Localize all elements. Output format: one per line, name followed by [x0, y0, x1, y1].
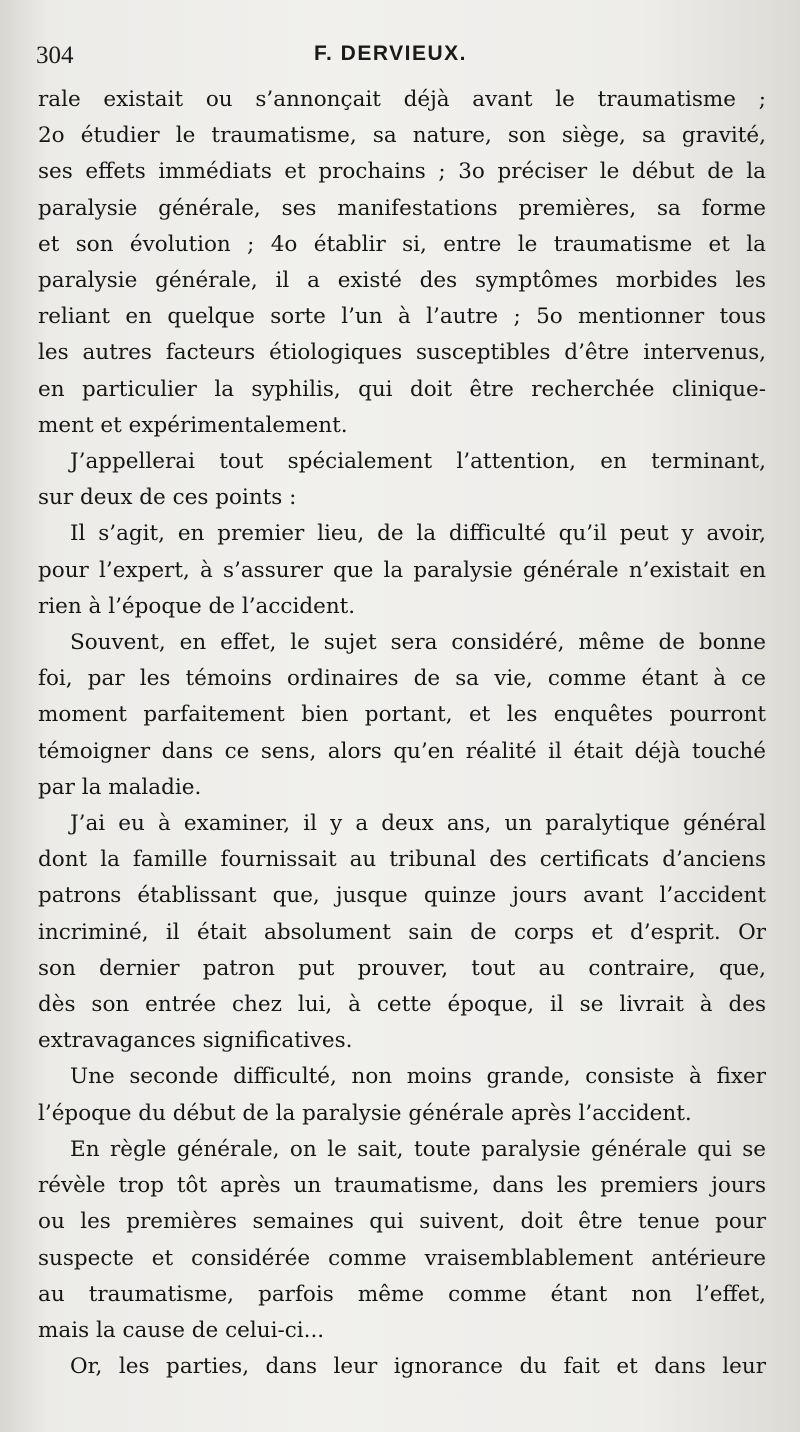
paragraph [38, 444, 766, 516]
text-line: paralysie générale, ses manifestations premières, sa forme [38, 195, 766, 221]
text-line: sur deux de ces points : [38, 485, 297, 511]
text-line: au traumatisme, parfois même comme étant non l’effet, [38, 1281, 766, 1307]
text-line: et son évolution ; 4o établir si, entre le traumatisme et la [38, 231, 766, 257]
text-line: 2o étudier le traumatisme, sa nature, son siège, sa gravité, [38, 123, 766, 149]
paragraph [38, 82, 766, 444]
text-line: suspecte et considérée comme vraisemblablement antérieure [38, 1245, 766, 1271]
text-line: dont la famille fournissait au tribunal des certificats d’anciens [38, 847, 766, 873]
text-line: J’ai eu à examiner, il y a deux ans, un paralytique général [70, 811, 766, 837]
page-number: 304 [36, 42, 74, 69]
text-line: patrons établissant que, jusque quinze jours avant l’accident [38, 883, 766, 909]
text-line: les autres facteurs étiologiques susceptibles d’être intervenus, [38, 340, 766, 366]
text-line: son dernier patron put prouver, tout au contraire, que, [38, 955, 766, 981]
paragraph [38, 806, 766, 1059]
text-line: par la maladie. [38, 774, 202, 800]
text-line: foi, par les témoins ordinaires de sa vie, comme étant à ce [38, 666, 766, 692]
text-line: paralysie générale, il a existé des symptômes morbides les [38, 268, 766, 294]
text-line: En règle générale, on le sait, toute paralysie générale qui se [70, 1136, 766, 1162]
text-line: reliant en quelque sorte l’un à l’autre ; 5o mentionner tous [38, 304, 766, 330]
running-head: F. DERVIEUX. [314, 42, 467, 65]
text-line: dès son entrée chez lui, à cette époque, il se livrait à des [38, 992, 766, 1018]
text-line: J’appellerai tout spécialement l’attention, en terminant, [70, 449, 766, 475]
text-line: Souvent, en effet, le sujet sera considéré, même de bonne [70, 630, 766, 656]
text-line: ou les premières semaines qui suivent, doit être tenue pour [38, 1209, 766, 1235]
text-line: ment et expérimentalement. [38, 412, 348, 438]
text-line: pour l’expert, à s’assurer que la paralysie générale n’existait en [38, 557, 766, 583]
paragraph [38, 1059, 766, 1131]
page-header [36, 38, 764, 78]
text-line: révèle trop tôt après un traumatisme, dans les premiers jours [38, 1173, 766, 1199]
paragraph [38, 1349, 766, 1385]
text-line: incriminé, il était absolument sain de corps et d’esprit. Or [38, 919, 766, 945]
text-line: ses effets immédiats et prochains ; 3o préciser le début de la [38, 159, 766, 185]
text-line: Or, les parties, dans leur ignorance du fait et dans leur [70, 1354, 766, 1380]
paragraph [38, 625, 766, 806]
text-line: en particulier la syphilis, qui doit être recherchée clinique- [38, 376, 766, 402]
body-text [38, 82, 766, 1385]
text-line: rien à l’époque de l’accident. [38, 593, 356, 619]
text-line: moment parfaitement bien portant, et les enquêtes pourront [38, 702, 766, 728]
text-line: mais la cause de celui-ci... [38, 1317, 325, 1343]
paragraph [38, 516, 766, 625]
text-line: témoigner dans ce sens, alors qu’en réalité il était déjà touché [38, 738, 766, 764]
text-line: extravagances significatives. [38, 1028, 353, 1054]
text-line: Une seconde difficulté, non moins grande, consiste à fixer [70, 1064, 766, 1090]
paragraph [38, 1132, 766, 1349]
text-line: Il s’agit, en premier lieu, de la difficulté qu’il peut y avoir, [70, 521, 766, 547]
text-line: l’époque du début de la paralysie générale après l’accident. [38, 1100, 692, 1126]
text-line: rale existait ou s’annonçait déjà avant le traumatisme ; [38, 87, 766, 112]
